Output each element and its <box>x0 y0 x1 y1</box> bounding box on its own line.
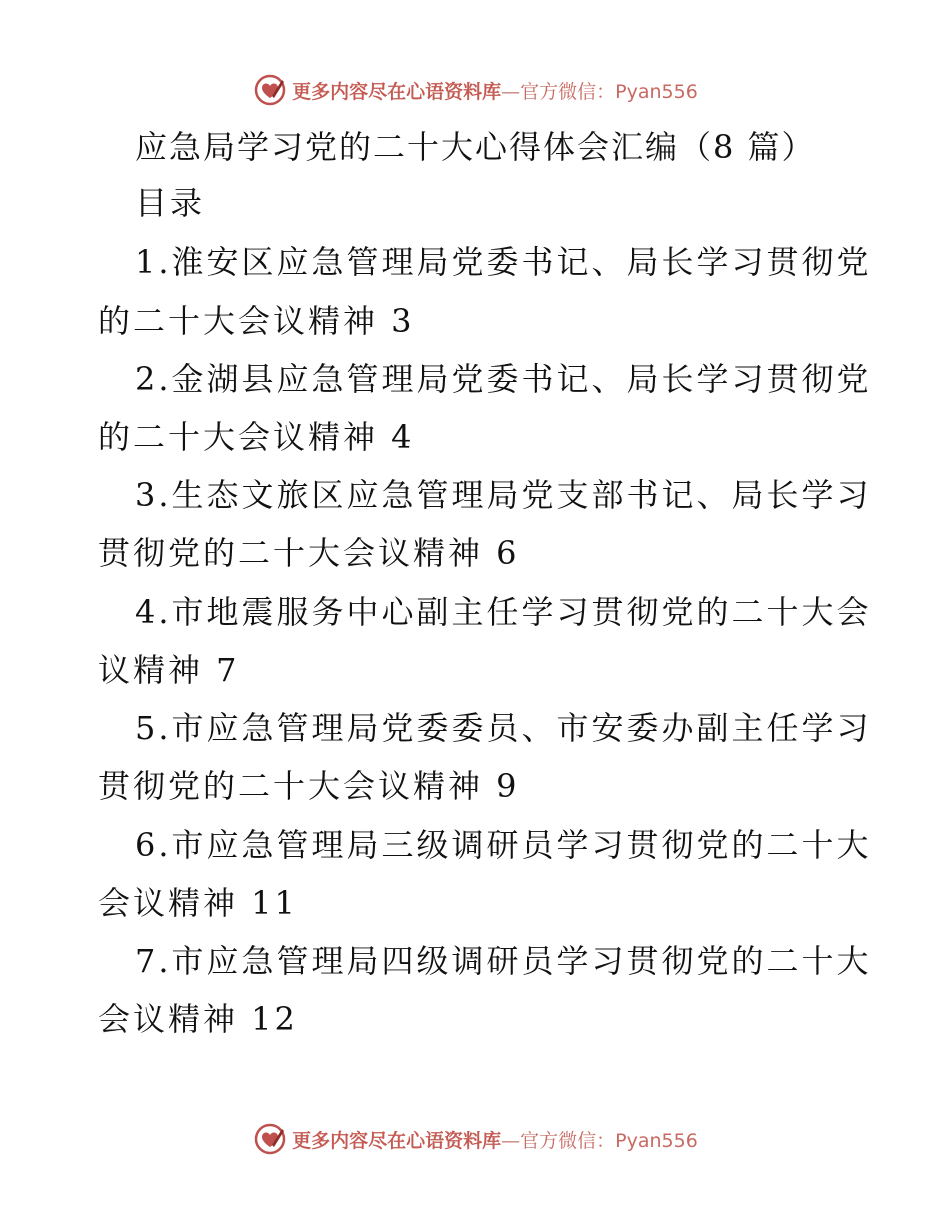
header-watermark <box>0 70 950 110</box>
toc-item-line1: 1.淮安区应急管理局党委书记、局长学习贯彻党 <box>135 243 872 281</box>
heart-pen-logo-icon <box>252 1121 288 1157</box>
toc-item-line1: 7.市应急管理局四级调研员学习贯彻党的二十大 <box>135 942 872 980</box>
toc-item-line2: 的二十大会议精神 3 <box>98 302 415 340</box>
watermark-text <box>292 1126 698 1153</box>
document-title: 应急局学习党的二十大心得体会汇编（8 篇） <box>135 128 816 166</box>
watermark-dash: — <box>501 80 521 103</box>
watermark-text <box>292 77 698 104</box>
watermark-contact: 官方微信：Pyan556 <box>520 80 698 103</box>
toc-item-line2: 贯彻党的二十大会议精神 6 <box>98 534 520 572</box>
heart-pen-logo-icon <box>252 72 288 108</box>
toc-item-line2: 会议精神 11 <box>98 884 298 922</box>
toc-item-line1: 2.金湖县应急管理局党委书记、局长学习贯彻党 <box>135 360 872 398</box>
watermark-brand: 更多内容尽在心语资料库 <box>292 80 502 103</box>
toc-heading: 目录 <box>135 184 206 222</box>
toc-item-line2: 贯彻党的二十大会议精神 9 <box>98 767 520 805</box>
toc-item-line1: 5.市应急管理局党委委员、市安委办副主任学习 <box>135 709 872 747</box>
toc-item-line1: 6.市应急管理局三级调研员学习贯彻党的二十大 <box>135 826 872 864</box>
footer-watermark <box>0 1119 950 1159</box>
toc-item-line2: 议精神 7 <box>98 651 240 689</box>
toc-item-line2: 会议精神 12 <box>98 1000 298 1038</box>
toc-item-line1: 3.生态文旅区应急管理局党支部书记、局长学习 <box>135 476 872 514</box>
toc-item-line1: 4.市地震服务中心副主任学习贯彻党的二十大会 <box>135 593 872 631</box>
watermark-brand: 更多内容尽在心语资料库 <box>292 1129 502 1152</box>
watermark-dash: — <box>501 1129 521 1152</box>
toc-item-line2: 的二十大会议精神 4 <box>98 418 415 456</box>
watermark-contact: 官方微信：Pyan556 <box>520 1129 698 1152</box>
